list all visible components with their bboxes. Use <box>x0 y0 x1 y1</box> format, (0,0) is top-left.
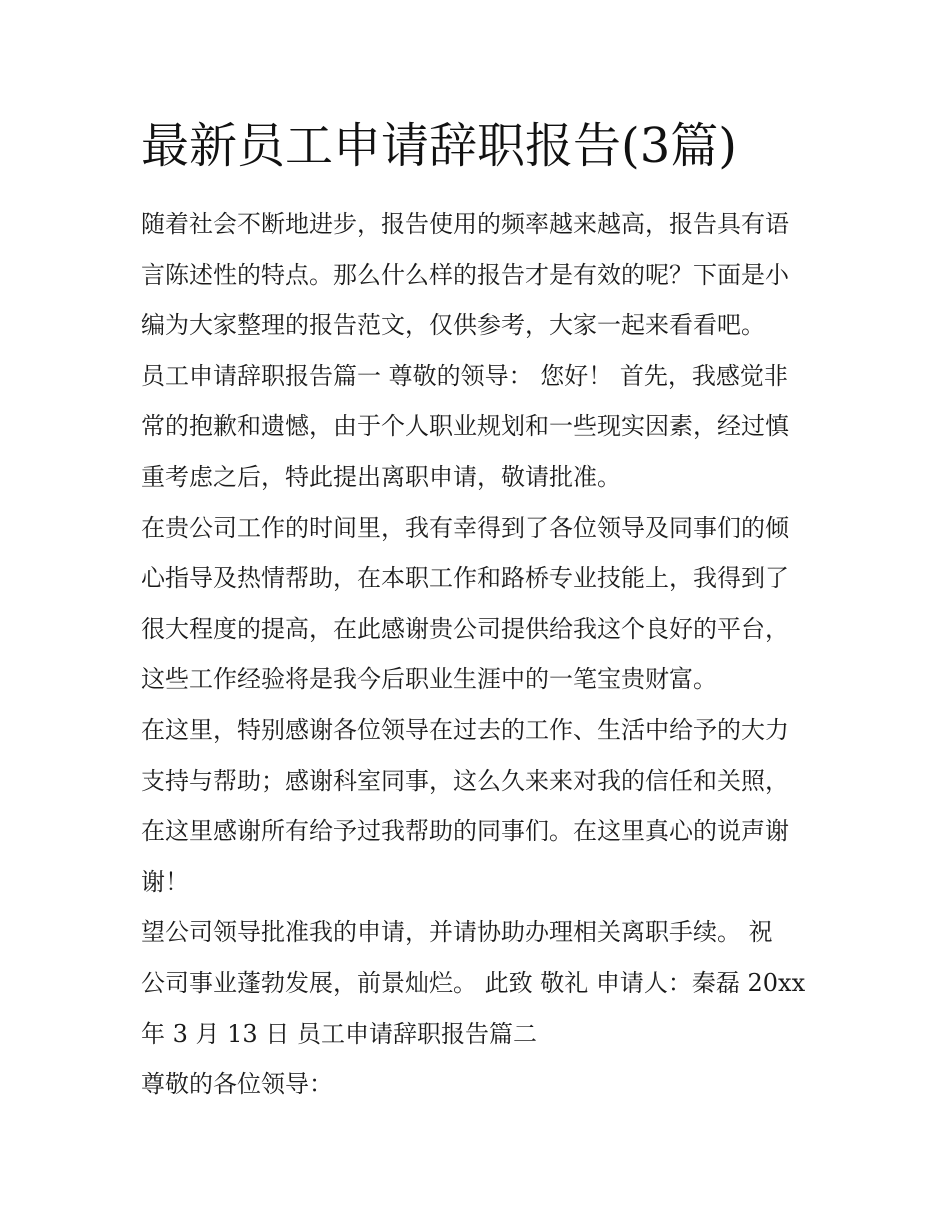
body-line: 很大程度的提高，在此感谢贵公司提供给我这个良好的平台， <box>141 614 789 643</box>
body-line: 常的抱歉和遗憾，由于个人职业规划和一些现实因素，经过慎 <box>141 412 789 441</box>
body-line: 言陈述性的特点。那么什么样的报告才是有效的呢？下面是小 <box>141 260 789 289</box>
body-line: 支持与帮助；感谢科室同事，这么久来来对我的信任和关照， <box>141 766 789 795</box>
document-title: 最新员工申请辞职报告(3篇) <box>141 118 737 174</box>
body-line: 这些工作经验将是我今后职业生涯中的一笔宝贵财富。 <box>141 665 717 694</box>
body-line: 编为大家整理的报告范文，仅供参考，大家一起来看看吧。 <box>141 311 765 340</box>
body-line: 公司事业蓬勃发展，前景灿烂。 此致 敬礼 申请人：秦磊 20xx <box>141 968 806 997</box>
body-line: 员工申请辞职报告篇一 尊敬的领导： 您好！ 首先，我感觉非 <box>141 361 788 390</box>
body-line: 尊敬的各位领导： <box>141 1070 333 1099</box>
body-line: 在这里，特别感谢各位领导在过去的工作、生活中给予的大力 <box>141 715 789 744</box>
document-body <box>141 199 813 1110</box>
body-line: 在这里感谢所有给予过我帮助的同事们。在这里真心的说声谢 <box>141 817 789 846</box>
body-line: 随着社会不断地进步，报告使用的频率越来越高，报告具有语 <box>141 210 789 238</box>
body-line: 年 3 月 13 日 员工申请辞职报告篇二 <box>141 1019 537 1048</box>
body-line: 重考虑之后，特此提出离职申请，敬请批准。 <box>141 462 621 491</box>
body-line: 在贵公司工作的时间里，我有幸得到了各位领导及同事们的倾 <box>141 513 789 542</box>
body-line: 望公司领导批准我的申请，并请协助办理相关离职手续。 祝 <box>141 918 773 947</box>
body-line: 谢！ <box>141 867 189 896</box>
body-line: 心指导及热情帮助，在本职工作和路桥专业技能上，我得到了 <box>141 564 789 593</box>
